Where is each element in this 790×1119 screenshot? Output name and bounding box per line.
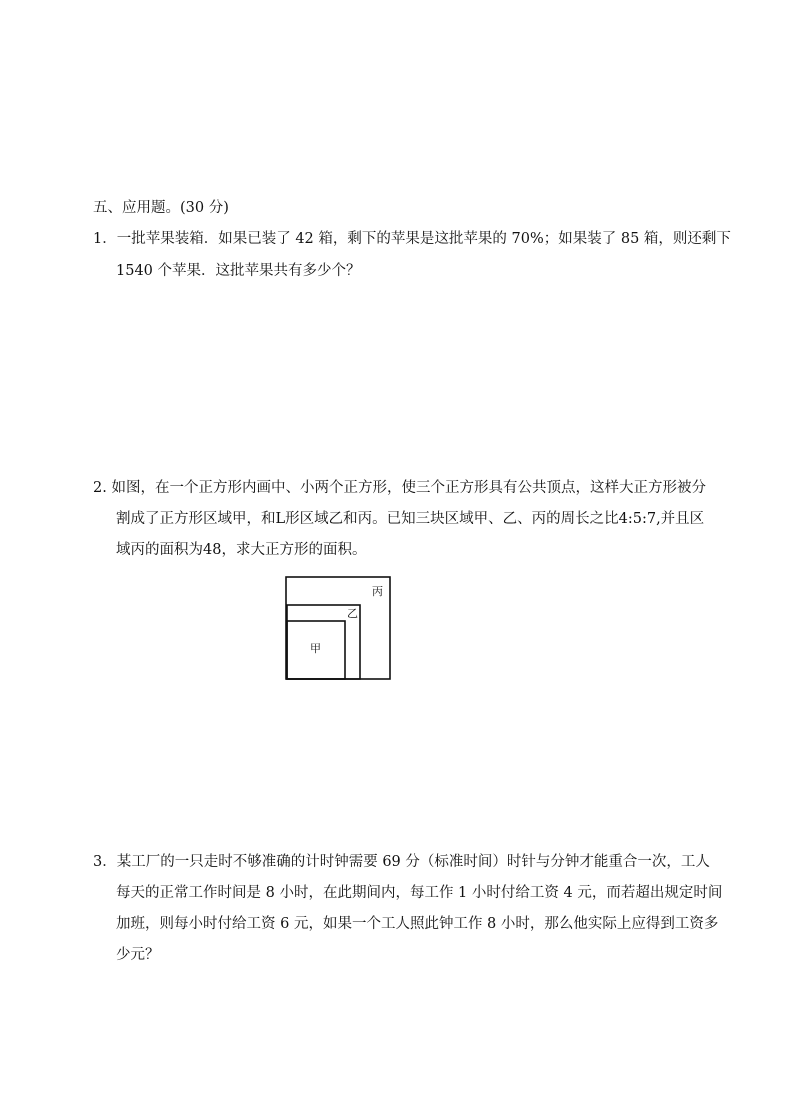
question-3-line-4: 少元？ [116,947,160,963]
label-yi: 乙 [347,607,358,620]
question-3-line-2: 每天的正常工作时间是 8 小时，在此期间内，每工作 1 小时付给工资 4 元，而若超出规定时间 [116,885,723,901]
label-jia: 甲 [310,642,321,655]
question-2-line-3: 域丙的面积为48，求大正方形的面积。 [116,542,367,558]
label-bing: 丙 [372,585,383,598]
question-2-line-1: 2. 如图，在一个正方形内画中、小两个正方形，使三个正方形具有公共顶点，这样大正方形被分 [93,480,706,496]
question-1-line-2: 1540 个苹果．这批苹果共有多少个？ [116,263,361,279]
nested-squares-figure [284,575,392,681]
question-3-line-1: 3．某工厂的一只走时不够准确的计时钟需要 69 分（标准时间）时针与分钟才能重合一次，工人 [93,854,710,870]
question-2-line-2: 割成了正方形区域甲，和L形区域乙和丙。已知三块区域甲、乙、丙的周长之比4:5:7,并且区 [116,511,705,527]
question-3-line-3: 加班，则每小时付给工资 6 元，如果一个工人照此钟工作 8 小时，那么他实际上应得到工资多 [116,916,719,932]
question-1-line-1: 1．一批苹果装箱．如果已装了 42 箱，剩下的苹果是这批苹果的 70%；如果装了 85 箱，则还剩下 [93,231,731,247]
section-heading: 五、应用题。(30 分) [93,200,229,216]
